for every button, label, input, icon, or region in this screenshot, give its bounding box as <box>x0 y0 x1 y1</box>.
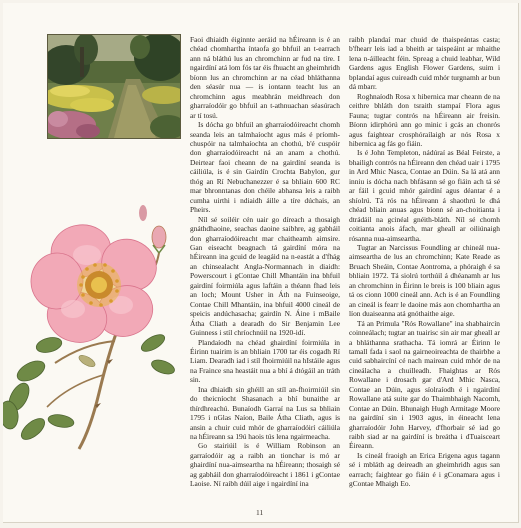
page-number: 11 <box>256 508 264 517</box>
paragraph: Ina dhiaidh sin ghéill an stíl an-fhoirmiúil sin do theicníocht Shasanach a bhí bunaithe ar thírdhreachú. Bunaíodh Garraí na Lus sa bhliain 1795 i nGlas Naíon, Baile Átha Cliath, agus is ansin a chuir cuid mhór de gharraíodóirí cáiliúla na hÉireann sa 19ú haois tús lena ngairmeacha. <box>190 384 340 442</box>
paragraph: Is dócha go bhfuil an gharraíodóireacht chomh seanda leis an talmhaíocht agus más é príomh-chuspóir na talmhaíochta an chothú, b'é cuspóir don gharraíodóireacht ná an anam a chothú. Deirtear faoi cheann de na gairdíní seanda is cáiliúla, is é sin Gairdín Crochta Babylon, gur thóg an Rí Nebuchanezzer é sa bhliain 600 RC mar bhronntanas don chéile abhansa leis a raibh cumha uirthi i ndiaidh áille a tíre dúchais, an Pheirs. <box>190 120 340 215</box>
paragraph: Plandaíodh na chéad ghairdíní foirmiúla in Éirinn tuairim is an bhliain 1700 tar éis cogadh Rí Liam. Dearadh iad i stíl fhoirmiúil na hIstáile agus na Fraince sna heastáit nua a bhí á dtógáil an tráth sin. <box>190 337 340 385</box>
paragraph: Tugtar an Narcissus Foundling ar chineál nua-aimseartha de lus an chromchinn; Kate Reade as Bruach Sheáin, Contae Aontroma, a phóraigh é sa bhliain 1972. Tá siolrú torthúil á dhéanamh ar lus an chromchinn in Éirinn le breis is 100 bliain agus tá os cionn 1000 cineál ann. Ach is é an Foundling an cineál is fearr le daoine más aon chomhartha an líon duaiseanna atá gnóthaithe aige. <box>349 242 500 319</box>
garden-photo-image <box>48 35 180 138</box>
text-column-right <box>349 35 500 489</box>
paragraph: Go stairiúil is é William Robinson an garraíodóir ag a raibh an tionchar is mó ar ghairdíní nua-aimseartha na hÉireann; thosaigh sé ag gabháil don gharraíodóireacht i 1861 i gContae Laoise. Ní raibh dúil aige i ngairdíní ina <box>190 441 340 489</box>
wild-rose-illustration <box>3 193 183 453</box>
paragraph: Níl sé soiléir cén uair go díreach a thosaigh gnáthdhaoine, seachas daoine saibhre, ag gabháil don gharraíodóireacht mar chaitheamh aimsire. Gan eiseacht beagnach tá gairdíní móra na hÉireann ina gcuid de leagáid na n-eastát a d'fhág an chinsealacht Angla-Normannach in diaidh: Powerscourt i gContae Chill Mhantáin ina bhfuil gairdíní foirmiúla agus laftáin a théann fhad leis an loch; Mount Usher in Áth na Fuinseoige, Contae Chill Mhantáin, ina bhfuil 4000 cineál de speicis andúchasacha; gairdín N. Áine i mBaile Átha Cliath a dearadh do Sir Benjamin Lee Guinness i stíl chríochnúil na 1920-idí. <box>190 214 340 338</box>
stamp-booklet-page <box>3 3 519 523</box>
text-column-left <box>190 35 340 489</box>
paragraph: raibh plandaí mar chuid de thaispeántas casta; b'fhearr leis iad a bheith ar taispeáint ar mhaithe lena n-áilleacht féin. Spreag a chuid leabhar, Wild Gardens agus English Flower Gardens, suim i bplandaí agus cuireadh cuid mhór turgnamh ar bun dá mbarr. <box>349 35 500 92</box>
paragraph: Tá an Primula "Rós Rowallane" ina shabhaircín coinneálach; tugtar an tuairisc sin air mar gheall ar a bhláthanna srathacha. Tá iomrá ar Éirinn le tamall fada i saol na gairneoireachta de thairbhe a cuid sabhaircíní cé nach mairean cuid mhór de na cineálacha a chuilleadh. Fhaightas ar Rós Rowallane i drosach gar d'Ard Mhic Nasca, Contae an Dúin, agus síolraíodh é i ngairdíní Rowallane atá suite gar do Thaimbhaigh Nacomh, Contae an Dúin. Bhunaigh Hugh Armitage Moore na gairdíní sin i 1903 agus, in éineacht lena gharraíodóir John Harvey, d'fhorbair sé iad go raibh siad ar na gairdíní is breátha i dTuaisceart Éireann. <box>349 318 500 451</box>
paragraph: Is é John Templeton, nádúraí as Béal Feirste, a bhailigh contrós na hÉireann den chéad uair i 1795 in Ard Mhic Nasca, Contae an Dúin. Sa lá atá ann inniu is dócha nach bhfásann sé go fiáin ach tá sé ar fáil i gcuid mhór gairdíní agus déantar é a shíolrú. Tá rós na hÉireann á shaothrú le dhá chéad bliain anuas agus bíonn sé an-choitianta i dtrádáil na gcinéal gnéith-bláth. Níl sé chomh coitianta anois áfach, mar gheall ar oiliúnaigh rósanna nua-aimseartha. <box>349 148 500 243</box>
rosa-hibernica-drawing <box>3 193 183 453</box>
paragraph: Faoi dhiaidh éiginnte aeráid na hÉireann is é an chéad chomhartha íntaofa go bhfuil an t-earrach ann ná bláthú lus an chromchinn ar fud na tíre. I ngairdíní atá lom fós tar éis fhuacht an gheimhridh bíonn lus an chromchinn ar na céad bhláthanna den séasúr nua — is iontann teacht lus an chromchinn agus meabhrán meidhreach don gharraíodóir go bhfuil an t-athnuachan séasúrach ar tí tosú. <box>190 35 340 120</box>
garden-photo <box>47 34 181 139</box>
paragraph: Is cineál fraoigh an Erica Erigena agus tagann sé i mbláth ag deireadh an gheimhridh agus san earrach; faightear go fiáin é i gConamara agus i gContae Mhaigh Eo. <box>349 450 500 489</box>
paragraph: Roghnaíodh Rosa x hibernica mar cheann de na ceithre bhláth don tsraith stampaí Flora agus Fauna; tugtar contrós na hÉireann air freisin. Bíonn idirphórú ann go minic i gcás an chonrós agus faightear crosphóraílaigh ar nós Rosa x hibernica ag fás go fiáin. <box>349 91 500 148</box>
